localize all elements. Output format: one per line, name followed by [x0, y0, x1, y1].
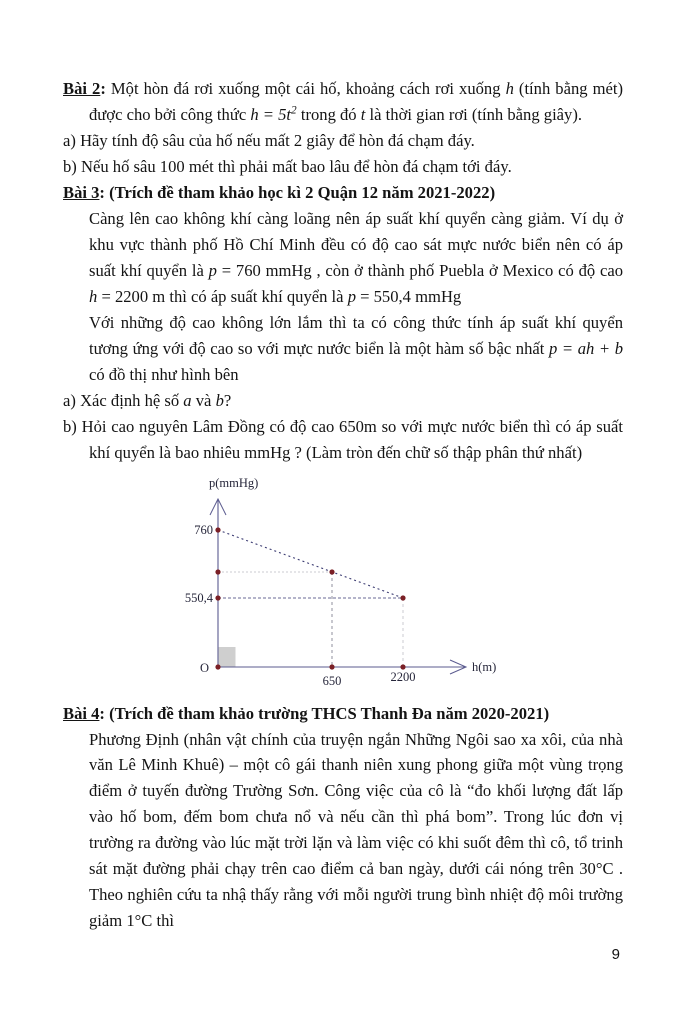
variable-h: h — [89, 286, 98, 306]
variable-p: p — [208, 260, 217, 280]
problem-4-paragraph: Phương Định (nhân vật chính của truyện ngắn Những Ngôi sao xa xôi, của nhà văn Lê Minh Khuê) – một cô gái thanh niên xung phong giữa một vùng trọng điểm ở tuyến đường Trường Sơn. Công việc của cô là “đo khối lượng đất lấp vào hố bom, đếm bom chưa nổ và nếu cần thì phá bom”. Trong lúc đơn vị trường ra đường vào lúc mặt trời lặn và làm việc có khi suốt đêm thì cô, tổ trinh sát mặt đường phải chạy trên cao điểm cả ban ngày, dưới cái nóng trên 30°C . Theo nghiên cứu ta nhậ thấy rằng với mỗi người trung bình nhiệt độ môi trường giảm 1°C thì — [89, 729, 623, 931]
problem-2-intro: Bài 2: Một hòn đá rơi xuống một cái hố, khoảng cách rơi xuống h (tính bằng mét) được cho bởi công thức $h = 5t^2$ trong đó t là thời gian rơi (tính bằng giây). — [63, 79, 624, 124]
point-yaxis-5504 — [215, 595, 220, 600]
variable-p: p — [347, 286, 356, 306]
problem-4-heading: Bài 4: (Trích đề tham khảo trường THCS Thanh Đa năm 2020-2021) — [63, 703, 550, 723]
problem-3-item-a: a) Xác định hệ số a và b? — [63, 390, 232, 410]
point-xaxis-650 — [329, 664, 334, 669]
y-axis-label: p(mmHg) — [209, 475, 259, 490]
x-axis-label: h(m) — [472, 659, 497, 674]
y-tick-760: 760 — [194, 522, 213, 537]
problem-3-source: (Trích đề tham khảo học kì 2 Quận 12 năm 2021-2022) — [104, 182, 496, 202]
problem-2-item-b — [63, 154, 623, 180]
document-body — [63, 76, 623, 934]
coefficient-a: a — [183, 390, 192, 410]
origin-label: O — [199, 660, 209, 675]
problem-3-paragraph-2: Với những độ cao không lớn lắm thì ta có công thức tính áp suất khí quyển tương ứng với độ cao so với mực nước biển là một hàm số bậc nhất p = ah + b có đồ thị như hình bên — [89, 312, 623, 384]
y-tick-5504: 550,4 — [184, 590, 213, 605]
problem-2-colon: : — [100, 79, 106, 98]
item-marker: a) — [63, 390, 76, 410]
item-marker: b) — [63, 416, 77, 436]
pressure-altitude-chart — [179, 471, 509, 693]
formula-h-5t2: h = 5t — [250, 104, 292, 124]
point-2200-5504 — [400, 595, 405, 600]
point-origin — [215, 664, 220, 669]
axes — [210, 499, 466, 674]
formula-p-ah-b: p = ah + b — [548, 338, 623, 358]
point-650-p650 — [329, 569, 334, 574]
point-xaxis-2200 — [400, 664, 405, 669]
coefficient-b: b — [215, 390, 224, 410]
problem-4-label: Bài 4 — [63, 703, 100, 723]
x-tick-650: 650 — [322, 673, 342, 688]
item-marker: b) — [63, 156, 77, 176]
item-text: Nếu hố sâu 100 mét thì phải mất bao lâu để hòn đá chạm tới đáy. — [80, 156, 512, 176]
problem-3-item-b — [63, 414, 623, 466]
problem-2-text: Một hòn đá rơi xuống một cái hố, khoảng cách rơi xuống — [105, 79, 506, 98]
problem-3-paragraph-1: Càng lên cao không khí càng loãng nên áp suất khí quyển càng giảm. Ví dụ ở khu vực thành phố Hồ Chí Minh đều có độ cao sát mực nước biển nên có áp suất khí quyển là p = 760 mmHg , còn ở thành phố Puebla ở Mexico có độ cao h = 2200 m thì có áp suất khí quyển là p = 550,4 mmHg — [89, 208, 623, 306]
chart-svg — [179, 471, 509, 693]
problem-3-heading: Bài 3: (Trích đề tham khảo học kì 2 Quận 12 năm 2021-2022) — [63, 182, 496, 202]
item-marker: a) — [63, 130, 76, 150]
point-0-760 — [215, 527, 220, 532]
item-text: Hãy tính độ sâu của hố nếu mất 2 giây để hòn đá chạm đáy. — [80, 130, 475, 150]
problem-4-source: (Trích đề tham khảo trường THCS Thanh Đa năm 2020-2021) — [104, 703, 550, 723]
item-text: Hỏi cao nguyên Lâm Đồng có độ cao 650m so với mực nước biển thì có áp suất khí quyển là bao nhiêu mmHg ? (Làm tròn đến chữ số thập phân thứ nhất) — [81, 416, 623, 462]
variable-h: h — [505, 79, 514, 98]
pressure-line — [218, 530, 403, 598]
problem-3-label: Bài 3 — [63, 182, 100, 202]
variable-t: t — [360, 104, 366, 124]
origin-square — [219, 647, 236, 667]
page-number: 9 — [611, 946, 620, 963]
problem-2-item-a — [63, 128, 623, 154]
x-tick-2200: 2200 — [390, 669, 416, 684]
problem-2-label: Bài 2 — [63, 79, 101, 98]
formula-exponent: 2 — [291, 104, 297, 117]
guide-lines — [218, 572, 403, 667]
point-yaxis-p650 — [215, 569, 220, 574]
